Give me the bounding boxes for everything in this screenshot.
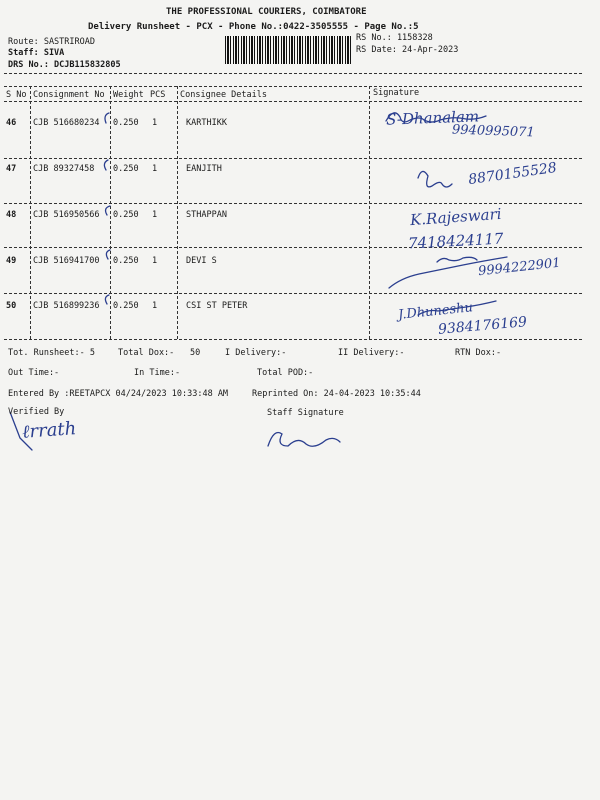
ii-delivery: II Delivery:- xyxy=(338,348,405,358)
row-sno: 47 xyxy=(6,164,17,174)
col-header-signature: Signature xyxy=(373,88,420,98)
staff-signature-label: Staff Signature xyxy=(267,408,344,418)
signature-row48-name: K.Rajeswari xyxy=(409,204,503,230)
signature-row50-name: J.Dhuneshu xyxy=(397,300,474,323)
col-header-weight: Weight xyxy=(113,90,144,100)
runsheet-subtitle: Delivery Runsheet - PCX - Phone No.:0422-3505555 - Page No.:5 xyxy=(88,22,419,32)
row-weight: 0.250 xyxy=(113,256,139,266)
row-pcs: 1 xyxy=(152,118,158,128)
i-delivery: I Delivery:- xyxy=(225,348,287,358)
signature-row46-name: S-Dhanalam xyxy=(385,107,480,129)
row-consignment: CJB 516941700 xyxy=(33,256,100,266)
rs-date: RS Date: 24-Apr-2023 xyxy=(356,45,459,55)
total-dox-value: 50 xyxy=(190,348,201,358)
col-header-consignment: Consignment No xyxy=(33,90,105,100)
route: Route: SASTRIROAD xyxy=(8,37,95,47)
staff: Staff: SIVA xyxy=(8,48,65,58)
row-sno: 48 xyxy=(6,210,17,220)
row-pcs: 1 xyxy=(152,301,158,311)
row-consignment: CJB 516680234 xyxy=(33,118,100,128)
row-consignee: DEVI S xyxy=(186,256,217,266)
row-consignment: CJB 89327458 xyxy=(33,164,95,174)
verified-by-label: Verified By xyxy=(8,407,65,417)
row-weight: 0.250 xyxy=(113,301,139,311)
rs-number: RS No.: 1158328 xyxy=(356,33,433,43)
row-sno: 50 xyxy=(6,301,17,311)
verified-signature: ℓrrath xyxy=(21,418,77,443)
signature-row50-phone: 9384176169 xyxy=(437,314,528,338)
rtn-dox: RTN Dox:- xyxy=(455,348,502,358)
row-consignment: CJB 516899236 xyxy=(33,301,100,311)
company-name: THE PROFESSIONAL COURIERS, COIMBATORE xyxy=(166,7,367,17)
row-consignment: CJB 516950566 xyxy=(33,210,100,220)
row-weight: 0.250 xyxy=(113,210,139,220)
total-pod: Total POD:- xyxy=(257,368,314,378)
entered-by: Entered By :REETAPCX 04/24/2023 10:33:48 AM xyxy=(8,389,229,399)
row-consignee: STHAPPAN xyxy=(186,210,227,220)
signature-row46-phone: 9940995071 xyxy=(451,122,535,141)
row-consignee: EANJITH xyxy=(186,164,222,174)
col-header-sno: S No xyxy=(6,90,27,100)
row-pcs: 1 xyxy=(152,164,158,174)
row-sno: 49 xyxy=(6,256,17,266)
row-pcs: 1 xyxy=(152,210,158,220)
in-time: In Time:- xyxy=(134,368,181,378)
drs-number: DRS No.: DCJB115832805 xyxy=(8,60,121,70)
col-header-consignee: Consignee Details xyxy=(180,90,267,100)
signature-row48-phone: 7418424117 xyxy=(407,229,504,253)
col-header-pcs: PCS xyxy=(150,90,166,100)
total-runsheet: Tot. Runsheet:- 5 xyxy=(8,348,95,358)
reprinted-on: Reprinted On: 24-04-2023 10:35:44 xyxy=(252,389,421,399)
row-weight: 0.250 xyxy=(113,164,139,174)
row-pcs: 1 xyxy=(152,256,158,266)
row-weight: 0.250 xyxy=(113,118,139,128)
signature-row47-phone: 8870155528 xyxy=(467,159,558,189)
out-time: Out Time:- xyxy=(8,368,60,378)
total-dox-label: Total Dox:- xyxy=(118,348,175,358)
signature-row49-phone: 9994222901 xyxy=(477,255,562,280)
row-consignee: CSI ST PETER xyxy=(186,301,248,311)
row-sno: 46 xyxy=(6,118,17,128)
row-consignee: KARTHIKK xyxy=(186,118,227,128)
